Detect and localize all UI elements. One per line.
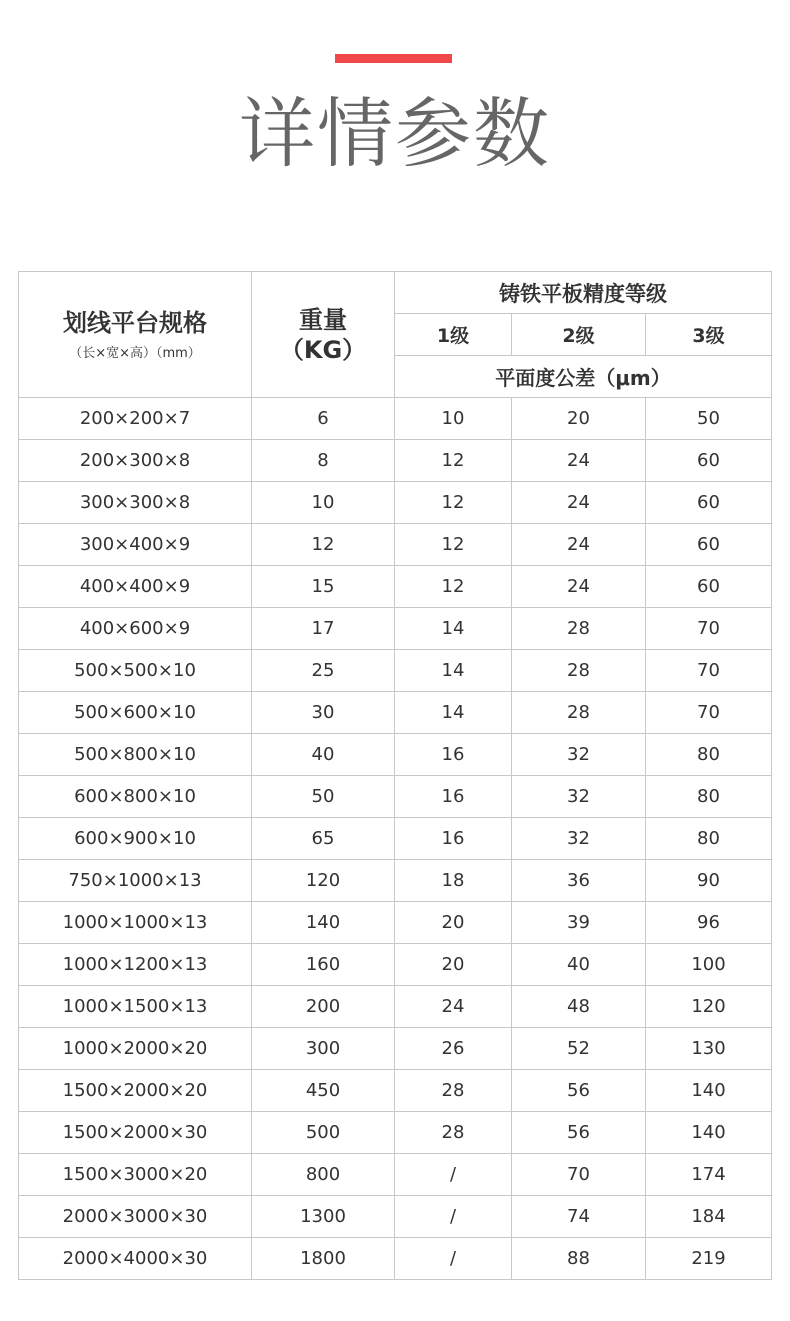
grade1-cell: 20 — [395, 902, 512, 944]
grade3-cell: 140 — [646, 1070, 772, 1112]
grade2-cell: 24 — [512, 566, 646, 608]
grade1-cell: 10 — [395, 398, 512, 440]
spec-cell: 500×800×10 — [19, 734, 252, 776]
spec-cell: 1000×1500×13 — [19, 986, 252, 1028]
spec-table — [18, 271, 772, 1280]
weight-cell: 65 — [252, 818, 395, 860]
table-row — [19, 1238, 772, 1280]
table-row — [19, 818, 772, 860]
grade2-cell: 40 — [512, 944, 646, 986]
grade3-cell: 80 — [646, 818, 772, 860]
weight-cell: 200 — [252, 986, 395, 1028]
grade1-cell: 12 — [395, 566, 512, 608]
grade3-cell: 70 — [646, 650, 772, 692]
weight-cell: 300 — [252, 1028, 395, 1070]
grade2-cell: 56 — [512, 1112, 646, 1154]
weight-unit: （KG） — [279, 335, 367, 364]
grade3-cell: 219 — [646, 1238, 772, 1280]
grade-header: 2级 — [512, 314, 646, 356]
weight-cell: 140 — [252, 902, 395, 944]
spec-unit: （长×宽×高）（mm） — [69, 346, 201, 361]
grade2-cell: 24 — [512, 440, 646, 482]
spec-cell: 600×800×10 — [19, 776, 252, 818]
grade1-cell: 14 — [395, 692, 512, 734]
grade3-cell: 130 — [646, 1028, 772, 1070]
grade2-cell: 32 — [512, 734, 646, 776]
grade3-cell: 184 — [646, 1196, 772, 1238]
spec-header-cell — [19, 272, 252, 398]
spec-cell: 1000×1200×13 — [19, 944, 252, 986]
grade2-cell: 56 — [512, 1070, 646, 1112]
grade2-cell: 74 — [512, 1196, 646, 1238]
weight-header-cell — [252, 272, 395, 398]
grade3-cell: 96 — [646, 902, 772, 944]
weight-cell: 8 — [252, 440, 395, 482]
weight-cell: 6 — [252, 398, 395, 440]
spec-cell: 600×900×10 — [19, 818, 252, 860]
grade3-cell: 80 — [646, 776, 772, 818]
grade1-cell: / — [395, 1238, 512, 1280]
grade3-cell: 60 — [646, 524, 772, 566]
table-row — [19, 1196, 772, 1238]
grade2-cell: 48 — [512, 986, 646, 1028]
table-row — [19, 482, 772, 524]
grade3-cell: 70 — [646, 692, 772, 734]
table-row — [19, 944, 772, 986]
spec-cell: 400×400×9 — [19, 566, 252, 608]
table-row — [19, 524, 772, 566]
weight-cell: 450 — [252, 1070, 395, 1112]
grade1-cell: 12 — [395, 440, 512, 482]
spec-cell: 1500×2000×20 — [19, 1070, 252, 1112]
spec-cell: 1000×1000×13 — [19, 902, 252, 944]
grade3-cell: 100 — [646, 944, 772, 986]
weight-cell: 30 — [252, 692, 395, 734]
grade3-cell: 60 — [646, 440, 772, 482]
weight-cell: 17 — [252, 608, 395, 650]
grade1-cell: 16 — [395, 734, 512, 776]
grade3-cell: 80 — [646, 734, 772, 776]
title-accent-bar — [335, 54, 452, 63]
spec-cell: 750×1000×13 — [19, 860, 252, 902]
grade2-cell: 52 — [512, 1028, 646, 1070]
grade1-cell: 12 — [395, 482, 512, 524]
grade2-cell: 28 — [512, 650, 646, 692]
grade2-cell: 88 — [512, 1238, 646, 1280]
grade2-cell: 28 — [512, 608, 646, 650]
weight-cell: 1800 — [252, 1238, 395, 1280]
grade2-cell: 70 — [512, 1154, 646, 1196]
table-row — [19, 986, 772, 1028]
spec-header: 划线平台规格 — [63, 309, 207, 337]
spec-cell: 2000×4000×30 — [19, 1238, 252, 1280]
weight-cell: 50 — [252, 776, 395, 818]
weight-header: 重量 — [299, 305, 347, 334]
table-row — [19, 1028, 772, 1070]
table-body — [19, 398, 772, 1280]
grade3-cell: 50 — [646, 398, 772, 440]
tolerance-header: 平面度公差（μm） — [395, 356, 772, 398]
grade1-cell: 16 — [395, 776, 512, 818]
page-title: 详情参数 — [239, 89, 551, 178]
table-row — [19, 566, 772, 608]
table-row — [19, 650, 772, 692]
weight-cell: 500 — [252, 1112, 395, 1154]
grade3-cell: 60 — [646, 566, 772, 608]
grade2-cell: 36 — [512, 860, 646, 902]
grade3-cell: 120 — [646, 986, 772, 1028]
grade1-cell: / — [395, 1154, 512, 1196]
weight-cell: 15 — [252, 566, 395, 608]
weight-cell: 12 — [252, 524, 395, 566]
weight-cell: 160 — [252, 944, 395, 986]
spec-cell: 500×500×10 — [19, 650, 252, 692]
grade1-cell: 18 — [395, 860, 512, 902]
grade3-cell: 140 — [646, 1112, 772, 1154]
grade3-cell: 60 — [646, 482, 772, 524]
spec-cell: 300×300×8 — [19, 482, 252, 524]
spec-cell: 300×400×9 — [19, 524, 252, 566]
precision-group-header: 铸铁平板精度等级 — [395, 272, 772, 314]
grade3-cell: 70 — [646, 608, 772, 650]
spec-cell: 1000×2000×20 — [19, 1028, 252, 1070]
grade-header: 1级 — [395, 314, 512, 356]
grade2-cell: 32 — [512, 818, 646, 860]
grade2-cell: 20 — [512, 398, 646, 440]
spec-cell: 500×600×10 — [19, 692, 252, 734]
grade1-cell: 24 — [395, 986, 512, 1028]
grade1-cell: 14 — [395, 650, 512, 692]
spec-cell: 200×300×8 — [19, 440, 252, 482]
grade2-cell: 28 — [512, 692, 646, 734]
grade1-cell: / — [395, 1196, 512, 1238]
table-row — [19, 398, 772, 440]
weight-cell: 120 — [252, 860, 395, 902]
grade1-cell: 14 — [395, 608, 512, 650]
grade1-cell: 12 — [395, 524, 512, 566]
table-row — [19, 776, 772, 818]
table-row — [19, 1070, 772, 1112]
table-row — [19, 902, 772, 944]
spec-cell: 200×200×7 — [19, 398, 252, 440]
grade1-cell: 26 — [395, 1028, 512, 1070]
table-row — [19, 1154, 772, 1196]
grade2-cell: 39 — [512, 902, 646, 944]
weight-cell: 800 — [252, 1154, 395, 1196]
weight-cell: 1300 — [252, 1196, 395, 1238]
grade1-cell: 16 — [395, 818, 512, 860]
grade3-cell: 90 — [646, 860, 772, 902]
table-row — [19, 860, 772, 902]
table-row — [19, 692, 772, 734]
spec-cell: 1500×3000×20 — [19, 1154, 252, 1196]
spec-cell: 2000×3000×30 — [19, 1196, 252, 1238]
grade1-cell: 20 — [395, 944, 512, 986]
grade1-cell: 28 — [395, 1112, 512, 1154]
grade-header: 3级 — [646, 314, 772, 356]
grade3-cell: 174 — [646, 1154, 772, 1196]
table-row — [19, 608, 772, 650]
grade2-cell: 24 — [512, 482, 646, 524]
weight-cell: 25 — [252, 650, 395, 692]
spec-cell: 400×600×9 — [19, 608, 252, 650]
grade2-cell: 32 — [512, 776, 646, 818]
table-row — [19, 440, 772, 482]
spec-cell: 1500×2000×30 — [19, 1112, 252, 1154]
table-row — [19, 734, 772, 776]
grade2-cell: 24 — [512, 524, 646, 566]
grade1-cell: 28 — [395, 1070, 512, 1112]
table-row — [19, 1112, 772, 1154]
weight-cell: 40 — [252, 734, 395, 776]
weight-cell: 10 — [252, 482, 395, 524]
